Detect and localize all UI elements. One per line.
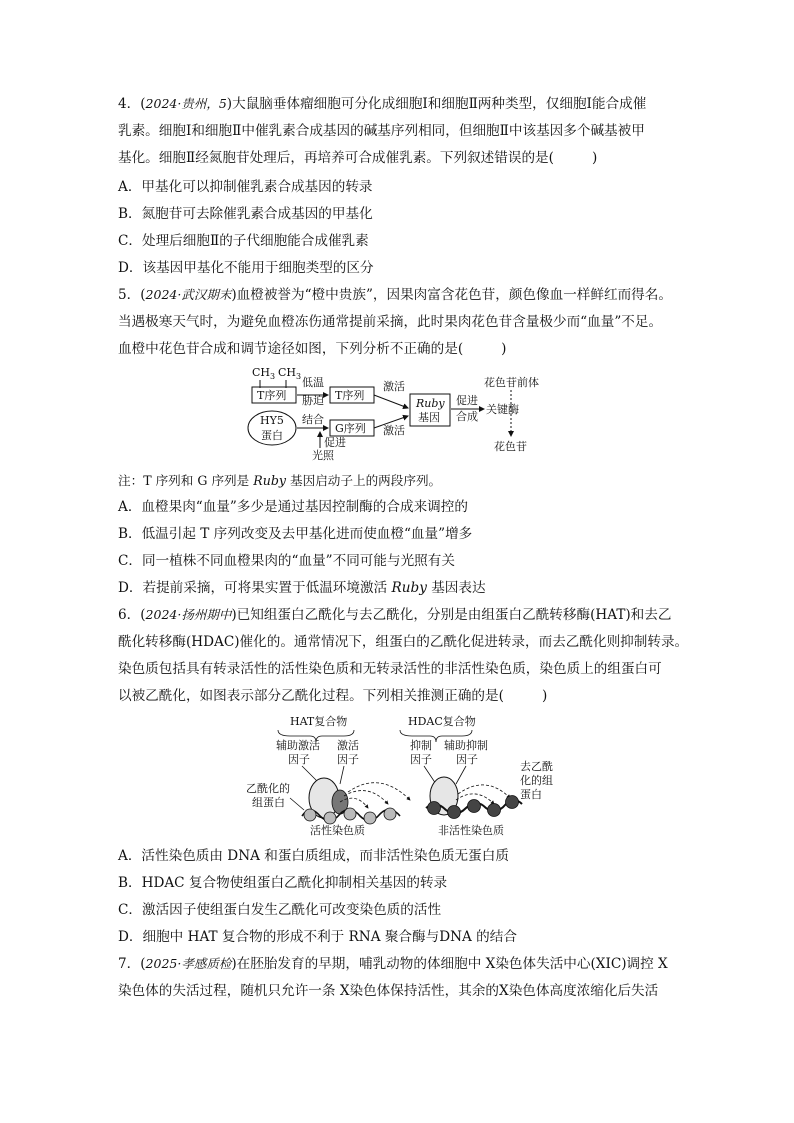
q6-line-4 xyxy=(118,686,547,706)
inactive-chromatin-label: 非活性染色质 xyxy=(438,824,504,837)
q4-line-1 xyxy=(118,94,646,114)
precursor-label: 花色苷前体 xyxy=(484,376,539,389)
g-sequence-label: G序列 xyxy=(335,422,366,435)
q5-option-a: A．血橙果肉“血量”多少是通过基因控制酶的合成来调控的 xyxy=(118,499,468,515)
key-enzyme-label: 关键酶 xyxy=(486,403,519,416)
deacetylated-label: 去乙酰 xyxy=(520,760,553,773)
q4-source: 2024·贵州，5 xyxy=(145,96,227,111)
q5-option-b: B．低温引起 T 序列改变及去甲基化进而使血橙“血量”增多 xyxy=(118,526,473,542)
q5-stem-end: 血橙中花色苷合成和调节途径如图，下列分析不正确的是( xyxy=(118,341,464,357)
hdac-complex-label: HDAC复合物 xyxy=(408,715,476,728)
q6-line-1 xyxy=(118,605,671,625)
q4-line-3 xyxy=(118,148,597,168)
corepressor-label: 辅助抑制 xyxy=(444,739,488,752)
ch3-label-2: $CH_3$ xyxy=(278,366,302,381)
q5-line-2: 当遇极寒天气时，为避免血橙冻伤通常提前采摘，此时果肉花色苷含量极少而“血量”不足。 xyxy=(118,314,663,330)
low-temp-label: 低温 xyxy=(302,376,324,389)
q6-number: 6．( xyxy=(118,607,146,623)
q5-option-d xyxy=(118,578,486,598)
q4-line-2: 乳素。细胞Ⅰ和细胞Ⅱ中催乳素合成基因的碱基序列相同，但细胞Ⅱ中该基因多个碱基被甲 xyxy=(118,123,645,139)
ch3-label-1: $CH_3$ xyxy=(252,366,276,381)
bind-label: 结合 xyxy=(302,413,324,426)
activator-factor-label: 因子 xyxy=(337,753,359,766)
acetylated-label: 乙酰化的 xyxy=(246,782,290,795)
q4-option-d: D．该基因甲基化不能用于细胞类型的区分 xyxy=(118,260,374,276)
q5-number: 5．( xyxy=(118,287,146,303)
stress-label: 胁迫 xyxy=(302,394,324,407)
q7-source: 2025·孝感质检 xyxy=(145,956,232,971)
histone-label: 组蛋白 xyxy=(252,796,285,809)
q4-option-a: A．甲基化可以抑制催乳素合成基因的转录 xyxy=(118,179,373,195)
q5-pathway-diagram xyxy=(240,362,560,462)
gene-label: 基因 xyxy=(418,411,440,424)
activate-label-2: 激活 xyxy=(383,424,405,437)
note-text-2: 基因启动子上的两段序列。 xyxy=(286,473,442,488)
light-label: 光照 xyxy=(312,449,334,462)
q6-text: )已知组蛋白乙酰化与去乙酰化，分别是由组蛋白乙酰转移酶(HAT)和去乙 xyxy=(231,607,672,623)
promote-label: 促进 xyxy=(456,394,478,407)
q7-number: 7．( xyxy=(118,956,146,972)
q5-paren-close: ) xyxy=(501,341,507,357)
q6-option-a: A．活性染色质由 DNA 和蛋白质组成，而非活性染色质无蛋白质 xyxy=(118,848,509,864)
q5-line-1 xyxy=(118,285,672,305)
q6-line-2: 酰化转移酶(HDAC)催化的。通常情况下，组蛋白的乙酰化促进转录，而去乙酰化则抑制转录。 xyxy=(118,634,689,650)
q5-text: )血橙被誉为“橙中贵族”，因果肉富含花色苷，颜色像血一样鲜红而得名。 xyxy=(231,287,672,303)
promote-label-2: 促进 xyxy=(324,436,346,449)
inhibitor-label: 抑制 xyxy=(410,739,432,752)
q7-text: )在胚胎发育的早期，哺乳动物的体细胞中 X染色体失活中心(XIC)调控 X xyxy=(231,956,668,972)
q5-option-c: C．同一植株不同血橙果肉的“血量”不同可能与光照有关 xyxy=(118,553,455,569)
q7-line-2: 染色体的失活过程，随机只允许一条 X染色体保持活性，其余的X染色体高度浓缩化后失活 xyxy=(118,983,659,999)
hy5-label: HY5 xyxy=(260,414,284,427)
q6-option-d: D．细胞中 HAT 复合物的形成不利于 RNA 聚合酶与DNA 的结合 xyxy=(118,929,517,945)
activator-label: 激活 xyxy=(337,739,359,752)
coactivator-factor-label: 因子 xyxy=(288,753,310,766)
q6-stem-end: 以被乙酰化，如图表示部分乙酰化过程。下列相关推测正确的是( xyxy=(118,688,504,704)
deacetylated-label-3: 蛋白 xyxy=(520,788,542,801)
q6-acetylation-diagram xyxy=(240,712,570,840)
q4-option-b: B．氮胞苷可去除催乳素合成基因的甲基化 xyxy=(118,206,373,222)
inhibitor-factor-label: 因子 xyxy=(410,753,432,766)
synthesis-label: 合成 xyxy=(456,410,478,423)
protein-label: 蛋白 xyxy=(261,429,283,442)
hat-complex-label: HAT复合物 xyxy=(290,715,348,728)
q5-line-3 xyxy=(118,339,506,359)
optd-ruby: Ruby xyxy=(391,580,427,596)
activate-label-1: 激活 xyxy=(383,380,405,393)
corepressor-factor-label: 因子 xyxy=(456,753,478,766)
note-text-1: 注：T 序列和 G 序列是 xyxy=(118,473,254,488)
q6-option-b: B．HDAC 复合物使组蛋白乙酰化抑制相关基因的转录 xyxy=(118,875,448,891)
q7-line-1 xyxy=(118,954,668,974)
q4-paren-close: ) xyxy=(591,150,598,166)
t-sequence-label: T序列 xyxy=(257,389,287,402)
active-chromatin-label: 活性染色质 xyxy=(310,824,365,837)
optd-text-2: 基因表达 xyxy=(426,580,486,596)
q4-number: 4．( xyxy=(118,96,146,112)
q6-option-c: C．激活因子使组蛋白发生乙酰化可改变染色质的活性 xyxy=(118,902,442,918)
ruby-label: Ruby xyxy=(416,397,445,410)
q5-source: 2024·武汉期末 xyxy=(145,287,232,302)
coactivator-label: 辅助激活 xyxy=(276,739,320,752)
q6-line-3: 染色质包括具有转录活性的活性染色质和无转录活性的非活性染色质，染色质上的组蛋白可 xyxy=(118,661,662,677)
q6-source: 2024·扬州期中 xyxy=(145,607,232,622)
optd-text-1: D．若提前采摘，可将果实置于低温环境激活 xyxy=(118,580,392,596)
note-ruby: Ruby xyxy=(253,473,287,488)
anthocyanin-label: 花色苷 xyxy=(494,440,527,453)
q4-stem-end: 基化。细胞Ⅱ经氮胞苷处理后，再培养可合成催乳素。下列叙述错误的是( xyxy=(118,150,554,166)
deacetylated-label-2: 化的组 xyxy=(520,774,553,787)
q4-text: )大鼠脑垂体瘤细胞可分化成细胞Ⅰ和细胞Ⅱ两种类型，仅细胞Ⅰ能合成催 xyxy=(226,96,647,112)
q4-option-c: C．处理后细胞Ⅱ的子代细胞能合成催乳素 xyxy=(118,233,369,249)
q5-note xyxy=(118,471,441,491)
t-sequence-label-2: T序列 xyxy=(335,389,365,402)
q6-paren-close: ) xyxy=(541,688,548,704)
